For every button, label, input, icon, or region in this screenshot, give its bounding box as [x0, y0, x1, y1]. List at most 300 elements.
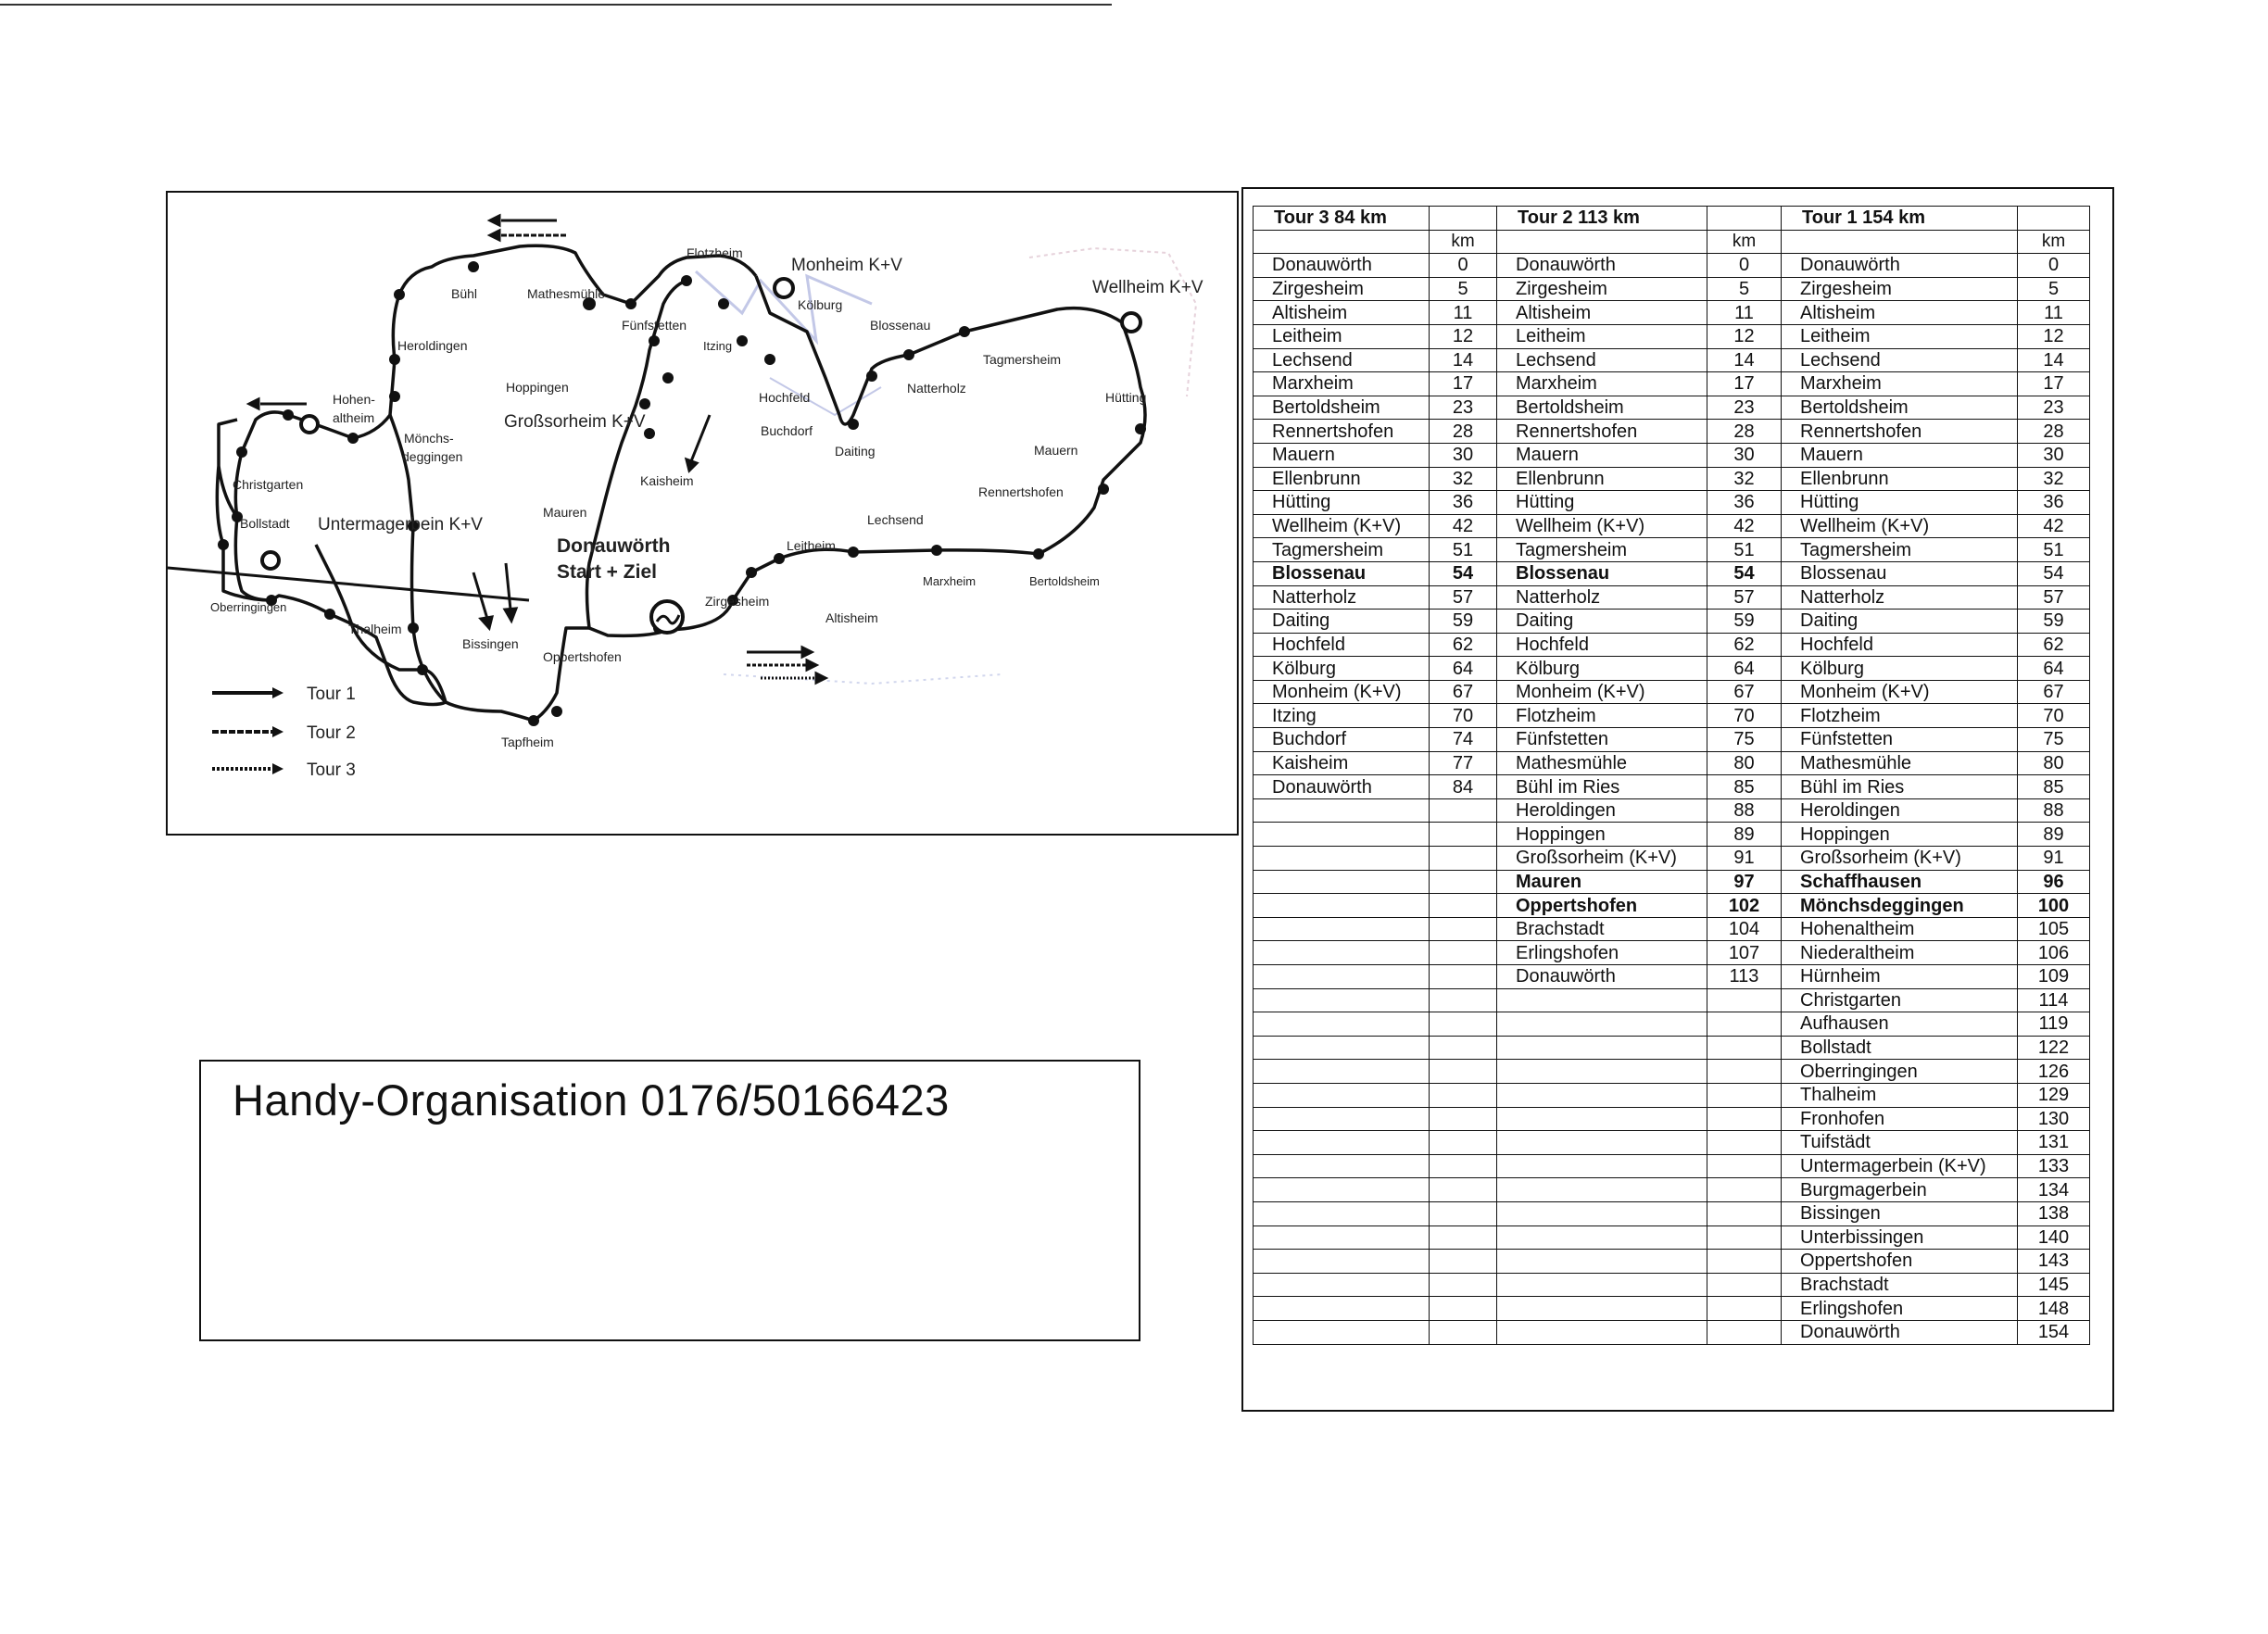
table-row	[1254, 633, 2090, 657]
stop-km: 134	[2018, 1178, 2090, 1202]
stop-name: Kölburg	[1782, 657, 2018, 681]
table-row	[1254, 894, 2090, 918]
legend-tour-2: Tour 2	[307, 723, 356, 743]
stop-name: Donauwörth	[1254, 775, 1430, 799]
stop-name: Wellheim (K+V)	[1782, 514, 2018, 538]
stop-name: Hütting	[1254, 491, 1430, 515]
stop-km: 59	[1430, 610, 1497, 634]
stop-km: 54	[1430, 561, 1497, 585]
stop-name: Marxheim	[1782, 372, 2018, 396]
stop-name: Kölburg	[1254, 657, 1430, 681]
empty-cell	[1497, 1083, 1707, 1107]
table-row	[1254, 1154, 2090, 1178]
stop-name: Christgarten	[1782, 988, 2018, 1012]
stop-name: Natterholz	[1497, 585, 1707, 610]
stop-km: 54	[2018, 561, 2090, 585]
stop-name: Leitheim	[1497, 324, 1707, 348]
town-label: Fünfstetten	[622, 318, 687, 333]
stop-km: 0	[1430, 254, 1497, 278]
empty-cell	[1254, 823, 1430, 847]
stop-km: 91	[1707, 847, 1782, 871]
empty-cell	[1430, 988, 1497, 1012]
table-row	[1254, 917, 2090, 941]
town-label: Untermagerbein K+V	[318, 515, 483, 534]
town-label: Tagmersheim	[983, 352, 1062, 367]
route-map	[166, 191, 1239, 836]
empty-cell	[1254, 917, 1430, 941]
stop-km: 80	[2018, 751, 2090, 775]
town-label: Thalheim	[348, 622, 402, 636]
phone-number: Handy-Organisation 0176/50166423	[233, 1075, 950, 1125]
stop-km: 23	[1430, 396, 1497, 420]
stop-name: Oppertshofen	[1782, 1250, 2018, 1274]
stop-km: 57	[1707, 585, 1782, 610]
empty-cell	[1707, 1297, 1782, 1321]
table-row	[1254, 277, 2090, 301]
table-row	[1254, 1320, 2090, 1344]
table-row	[1254, 1297, 2090, 1321]
stop-km: 5	[1707, 277, 1782, 301]
stop-name: Tagmersheim	[1254, 538, 1430, 562]
table-row	[1254, 988, 2090, 1012]
stop-km: 154	[2018, 1320, 2090, 1344]
stop-km: 62	[1707, 633, 1782, 657]
stop-name: Erlingshofen	[1497, 941, 1707, 965]
stop-km: 32	[2018, 467, 2090, 491]
tour-title: Tour 1 154 km	[1782, 207, 2018, 231]
legend-tour-3: Tour 3	[307, 760, 356, 780]
stop-km: 0	[1707, 254, 1782, 278]
unit-spacer	[1782, 230, 2018, 254]
empty-cell	[1430, 1012, 1497, 1037]
empty-cell	[1707, 1178, 1782, 1202]
stop-km: 74	[1430, 728, 1497, 752]
empty-cell	[1430, 1107, 1497, 1131]
stop-name: Erlingshofen	[1782, 1297, 2018, 1321]
stop-name: Brachstadt	[1782, 1273, 2018, 1297]
stop-name: Bühl im Ries	[1782, 775, 2018, 799]
tour-title: Tour 2 113 km	[1497, 207, 1707, 231]
empty-cell	[1497, 1154, 1707, 1178]
stop-km: 17	[2018, 372, 2090, 396]
town-label: Bertoldsheim	[1029, 574, 1100, 588]
stop-km: 75	[2018, 728, 2090, 752]
stop-name: Hohenaltheim	[1782, 917, 2018, 941]
stop-km: 140	[2018, 1226, 2090, 1250]
town-label: Bissingen	[462, 636, 519, 651]
stop-name: Wellheim (K+V)	[1254, 514, 1430, 538]
stop-km: 106	[2018, 941, 2090, 965]
stop-name: Flotzheim	[1782, 704, 2018, 728]
stop-km: 12	[2018, 324, 2090, 348]
stop-km: 67	[1430, 680, 1497, 704]
stop-km: 42	[1707, 514, 1782, 538]
table-row	[1254, 870, 2090, 894]
town-label: Rennertshofen	[978, 484, 1064, 499]
table-row	[1254, 1060, 2090, 1084]
stop-km: 107	[1707, 941, 1782, 965]
empty-cell	[1707, 1273, 1782, 1297]
empty-cell	[1707, 1201, 1782, 1226]
stop-name: Tagmersheim	[1782, 538, 2018, 562]
route-table-box	[1241, 187, 2114, 1412]
stop-km: 102	[1707, 894, 1782, 918]
km-unit: km	[1707, 230, 1782, 254]
stop-name: Donauwörth	[1497, 965, 1707, 989]
empty-cell	[1430, 1201, 1497, 1226]
town-label: Start + Ziel	[557, 561, 657, 583]
empty-cell	[1430, 1320, 1497, 1344]
stop-km: 28	[1430, 420, 1497, 444]
stop-km: 89	[1707, 823, 1782, 847]
stop-km: 97	[1707, 870, 1782, 894]
town-label: Kölburg	[798, 297, 843, 312]
stop-km: 67	[2018, 680, 2090, 704]
stop-km: 36	[2018, 491, 2090, 515]
stop-km: 57	[1430, 585, 1497, 610]
stop-km: 23	[2018, 396, 2090, 420]
empty-cell	[1430, 823, 1497, 847]
table-row	[1254, 396, 2090, 420]
stop-km: 89	[2018, 823, 2090, 847]
empty-cell	[1254, 870, 1430, 894]
stop-km: 36	[1707, 491, 1782, 515]
table-row	[1254, 941, 2090, 965]
town-label: Marxheim	[923, 574, 976, 588]
unit-spacer	[1254, 230, 1430, 254]
table-row	[1254, 420, 2090, 444]
table-row	[1254, 704, 2090, 728]
stop-name: Monheim (K+V)	[1497, 680, 1707, 704]
town-label: Kaisheim	[640, 473, 694, 488]
stop-km: 12	[1707, 324, 1782, 348]
stop-name: Bissingen	[1782, 1201, 2018, 1226]
stop-name: Zirgesheim	[1254, 277, 1430, 301]
town-label: Natterholz	[907, 381, 966, 396]
town-label: Oppertshofen	[543, 649, 622, 664]
stop-name: Ellenbrunn	[1497, 467, 1707, 491]
stop-name: Rennertshofen	[1254, 420, 1430, 444]
stop-km: 14	[1707, 348, 1782, 372]
header-spacer	[1707, 207, 1782, 231]
empty-cell	[1254, 1297, 1430, 1321]
stop-name: Ellenbrunn	[1254, 467, 1430, 491]
empty-cell	[1254, 988, 1430, 1012]
empty-cell	[1707, 988, 1782, 1012]
empty-cell	[1497, 1226, 1707, 1250]
stop-km: 42	[1430, 514, 1497, 538]
stop-km: 67	[1707, 680, 1782, 704]
stop-km: 32	[1430, 467, 1497, 491]
stop-name: Donauwörth	[1497, 254, 1707, 278]
stop-km: 70	[1430, 704, 1497, 728]
empty-cell	[1430, 1131, 1497, 1155]
stop-name: Hoppingen	[1782, 823, 2018, 847]
town-label: deggingen	[402, 449, 463, 464]
unit-spacer	[1497, 230, 1707, 254]
town-label: Zirgesheim	[705, 594, 770, 609]
stop-km: 109	[2018, 965, 2090, 989]
stop-km: 57	[2018, 585, 2090, 610]
table-unit-row	[1254, 230, 2090, 254]
empty-cell	[1254, 1226, 1430, 1250]
empty-cell	[1254, 1154, 1430, 1178]
empty-cell	[1430, 798, 1497, 823]
map-legend	[212, 685, 356, 780]
empty-cell	[1430, 965, 1497, 989]
empty-cell	[1254, 1320, 1430, 1344]
town-label: Daiting	[835, 444, 876, 459]
stop-name: Hoppingen	[1497, 823, 1707, 847]
table-row	[1254, 680, 2090, 704]
empty-cell	[1497, 1036, 1707, 1060]
stop-km: 59	[1707, 610, 1782, 634]
stop-name: Bertoldsheim	[1254, 396, 1430, 420]
stop-name: Daiting	[1782, 610, 2018, 634]
table-row	[1254, 1226, 2090, 1250]
stop-name: Blossenau	[1782, 561, 2018, 585]
stop-name: Monheim (K+V)	[1254, 680, 1430, 704]
stop-km: 64	[1430, 657, 1497, 681]
route-monheim-north	[390, 245, 756, 415]
town-label: Donauwörth	[557, 535, 671, 557]
town-label: Oberringingen	[210, 600, 287, 614]
table-row	[1254, 491, 2090, 515]
stop-name: Kaisheim	[1254, 751, 1430, 775]
empty-cell	[1430, 917, 1497, 941]
stop-km: 11	[2018, 301, 2090, 325]
stop-name: Fronhofen	[1782, 1107, 2018, 1131]
table-row	[1254, 514, 2090, 538]
stop-name: Mathesmühle	[1497, 751, 1707, 775]
stop-km: 28	[2018, 420, 2090, 444]
stop-name: Hütting	[1782, 491, 2018, 515]
empty-cell	[1430, 870, 1497, 894]
stop-km: 133	[2018, 1154, 2090, 1178]
empty-cell	[1254, 1107, 1430, 1131]
empty-cell	[1254, 941, 1430, 965]
empty-cell	[1254, 1012, 1430, 1037]
stop-name: Buchdorf	[1254, 728, 1430, 752]
empty-cell	[1430, 1154, 1497, 1178]
stop-km: 51	[2018, 538, 2090, 562]
stop-name: Tagmersheim	[1497, 538, 1707, 562]
stop-name: Fünfstetten	[1782, 728, 2018, 752]
stop-km: 70	[1707, 704, 1782, 728]
town-label: Lechsend	[867, 512, 924, 527]
town-label: altheim	[333, 410, 375, 425]
table-header-row	[1254, 207, 2090, 231]
stop-name: Fünfstetten	[1497, 728, 1707, 752]
table-row	[1254, 324, 2090, 348]
route-table	[1253, 206, 2090, 1345]
table-row	[1254, 1201, 2090, 1226]
stop-km: 30	[1707, 443, 1782, 467]
stop-km: 30	[1430, 443, 1497, 467]
stop-km: 145	[2018, 1273, 2090, 1297]
table-row	[1254, 561, 2090, 585]
map-labels	[210, 245, 1203, 749]
scan-edge-line	[0, 4, 1112, 6]
stop-km: 85	[2018, 775, 2090, 799]
stop-name: Mauern	[1254, 443, 1430, 467]
stop-name: Großsorheim (K+V)	[1782, 847, 2018, 871]
town-label: Hochfeld	[759, 390, 811, 405]
stop-km: 54	[1707, 561, 1782, 585]
empty-cell	[1430, 1083, 1497, 1107]
stop-km: 23	[1707, 396, 1782, 420]
stop-km: 75	[1707, 728, 1782, 752]
empty-cell	[1497, 1273, 1707, 1297]
empty-cell	[1707, 1036, 1782, 1060]
stop-km: 51	[1707, 538, 1782, 562]
stop-km: 100	[2018, 894, 2090, 918]
stop-km: 105	[2018, 917, 2090, 941]
stop-name: Wellheim (K+V)	[1497, 514, 1707, 538]
route-map-drawing	[168, 193, 1237, 834]
stop-km: 30	[2018, 443, 2090, 467]
stop-name: Flotzheim	[1497, 704, 1707, 728]
empty-cell	[1497, 1107, 1707, 1131]
empty-cell	[1707, 1060, 1782, 1084]
empty-cell	[1707, 1131, 1782, 1155]
stop-name: Hürnheim	[1782, 965, 2018, 989]
town-label: Heroldingen	[397, 338, 468, 353]
empty-cell	[1497, 1320, 1707, 1344]
stop-name: Hochfeld	[1497, 633, 1707, 657]
town-label: Mönchs-	[404, 431, 454, 446]
empty-cell	[1497, 1201, 1707, 1226]
stop-name: Großsorheim (K+V)	[1497, 847, 1707, 871]
table-row	[1254, 1083, 2090, 1107]
stop-name: Leitheim	[1254, 324, 1430, 348]
stop-name: Unterbissingen	[1782, 1226, 2018, 1250]
stop-name: Heroldingen	[1782, 798, 2018, 823]
stop-name: Bühl im Ries	[1497, 775, 1707, 799]
stop-km: 126	[2018, 1060, 2090, 1084]
table-row	[1254, 585, 2090, 610]
stop-name: Niederaltheim	[1782, 941, 2018, 965]
empty-cell	[1254, 847, 1430, 871]
stop-name: Marxheim	[1497, 372, 1707, 396]
empty-cell	[1707, 1320, 1782, 1344]
stop-km: 143	[2018, 1250, 2090, 1274]
empty-cell	[1497, 1250, 1707, 1274]
stop-name: Mönchsdeggingen	[1782, 894, 2018, 918]
empty-cell	[1707, 1012, 1782, 1037]
table-row	[1254, 798, 2090, 823]
stop-name: Rennertshofen	[1497, 420, 1707, 444]
stop-name: Altisheim	[1497, 301, 1707, 325]
stop-km: 70	[2018, 704, 2090, 728]
stop-name: Daiting	[1254, 610, 1430, 634]
empty-cell	[1254, 1273, 1430, 1297]
table-row	[1254, 728, 2090, 752]
empty-cell	[1430, 1250, 1497, 1274]
stop-name: Altisheim	[1254, 301, 1430, 325]
stop-km: 62	[1430, 633, 1497, 657]
stop-name: Mauern	[1782, 443, 2018, 467]
stop-name: Thalheim	[1782, 1083, 2018, 1107]
table-row	[1254, 1250, 2090, 1274]
stop-km: 88	[1707, 798, 1782, 823]
table-row	[1254, 372, 2090, 396]
stop-name: Heroldingen	[1497, 798, 1707, 823]
stop-name: Rennertshofen	[1782, 420, 2018, 444]
empty-cell	[1254, 1201, 1430, 1226]
stop-name: Lechsend	[1254, 348, 1430, 372]
empty-cell	[1254, 1060, 1430, 1084]
stop-km: 80	[1707, 751, 1782, 775]
stop-km: 119	[2018, 1012, 2090, 1037]
stop-km: 62	[2018, 633, 2090, 657]
stop-name: Tuifstädt	[1782, 1131, 2018, 1155]
town-label: Monheim K+V	[791, 256, 902, 275]
stop-km: 59	[2018, 610, 2090, 634]
empty-cell	[1707, 1107, 1782, 1131]
table-row	[1254, 443, 2090, 467]
stop-name: Blossenau	[1497, 561, 1707, 585]
table-row	[1254, 1012, 2090, 1037]
empty-cell	[1497, 1060, 1707, 1084]
table-row	[1254, 775, 2090, 799]
empty-cell	[1254, 894, 1430, 918]
stop-km: 11	[1430, 301, 1497, 325]
table-row	[1254, 1178, 2090, 1202]
stop-km: 36	[1430, 491, 1497, 515]
stop-km: 32	[1707, 467, 1782, 491]
stop-km: 122	[2018, 1036, 2090, 1060]
stop-name: Mauren	[1497, 870, 1707, 894]
town-label: Blossenau	[870, 318, 931, 333]
stop-name: Hochfeld	[1254, 633, 1430, 657]
table-row	[1254, 254, 2090, 278]
empty-cell	[1254, 1036, 1430, 1060]
town-label: Mathesmühle	[527, 286, 606, 301]
stop-km: 131	[2018, 1131, 2090, 1155]
table-row	[1254, 1036, 2090, 1060]
stop-name: Bollstadt	[1782, 1036, 2018, 1060]
header-spacer	[2018, 207, 2090, 231]
empty-cell	[1430, 847, 1497, 871]
stop-km: 130	[2018, 1107, 2090, 1131]
stop-km: 64	[1707, 657, 1782, 681]
phone-box	[199, 1060, 1140, 1341]
stop-name: Altisheim	[1782, 301, 2018, 325]
empty-cell	[1254, 798, 1430, 823]
stop-name: Hochfeld	[1782, 633, 2018, 657]
km-unit: km	[1430, 230, 1497, 254]
empty-cell	[1707, 1154, 1782, 1178]
stop-km: 77	[1430, 751, 1497, 775]
empty-cell	[1497, 1131, 1707, 1155]
route-table-body	[1254, 207, 2090, 1345]
stop-name: Leitheim	[1782, 324, 2018, 348]
stop-name: Natterholz	[1254, 585, 1430, 610]
legend-tour-1: Tour 1	[307, 685, 356, 704]
stop-name: Mauern	[1497, 443, 1707, 467]
town-label: Tapfheim	[501, 735, 554, 749]
empty-cell	[1430, 894, 1497, 918]
stop-km: 114	[2018, 988, 2090, 1012]
stop-name: Donauwörth	[1782, 254, 2018, 278]
empty-cell	[1707, 1250, 1782, 1274]
stop-name: Burgmagerbein	[1782, 1178, 2018, 1202]
empty-cell	[1254, 1250, 1430, 1274]
table-row	[1254, 1273, 2090, 1297]
stop-km: 96	[2018, 870, 2090, 894]
stop-km: 104	[1707, 917, 1782, 941]
